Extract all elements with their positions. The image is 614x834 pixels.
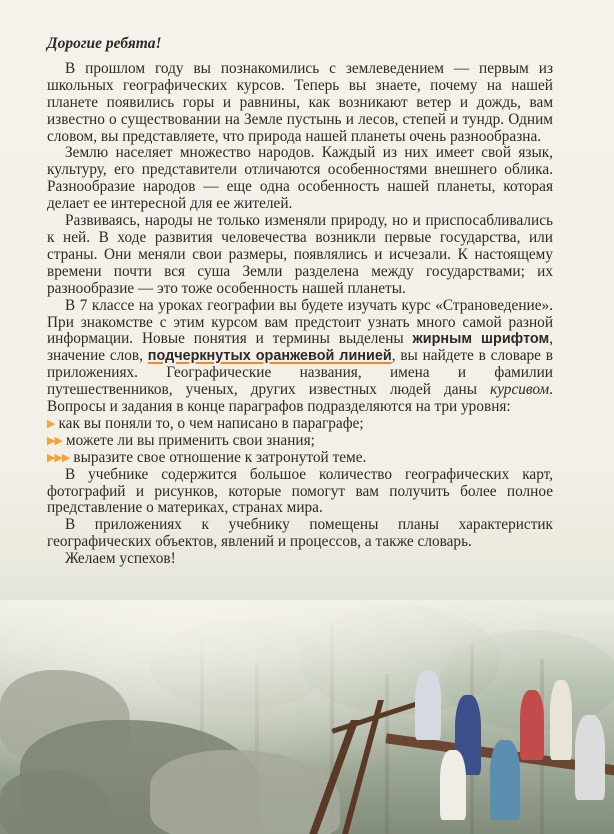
paragraph-4-part-d: . Вопросы и задания в конце параграфов подразделяются на три уровня:	[47, 381, 553, 416]
intro-text	[47, 36, 553, 568]
bold-term: жирным шрифтом	[412, 331, 550, 348]
paragraph-3: Развиваясь, народы не только изменяли природу, но и приспосабливались к ней. В ходе развития человечества возникли первые государства, или страны. Они меняли свои размеры, появлялись и исчезали. К настоящему времени почти вся суша Земли разделена между государствами; их разнообразие — это тоже особенность нашей планеты.	[47, 212, 553, 297]
paragraph-2: Землю населяет множество народов. Каждый из них имеет свой язык, культуру, его представители отличаются особенностями внешнего облика. Разнообразие народов — еще одна особенность нашей планеты, которая делает ее интересной для ее жителей.	[47, 144, 553, 213]
closing-wish: Желаем успехов!	[65, 550, 176, 568]
paragraph-4-part-a: В 7 классе на уроках географии вы будете изучать курс «Страноведение». При знакомстве с этим курсом вам предстоит узнать много самой разной информации. Новые понятия и термины выделены	[47, 296, 553, 348]
greeting-heading: Дорогие ребята!	[47, 35, 162, 52]
question-levels-list	[47, 416, 553, 467]
paragraph-4-part-c: , вы найдете в словаре в приложениях. Географические названия, имена и фамилии путешественников, ученых, других известных людей даны	[47, 347, 553, 399]
underlined-term: подчеркнутых оранжевой линией	[147, 348, 392, 365]
level-item	[47, 416, 553, 433]
paragraph-1: В прошлом году вы познакомились с землеведением — первым из школьных географических курсов. Теперь вы знаете, почему на нашей планете появились горы и равнины, как возникают ветер и дождь, вам известно о существовании на Земле пустынь и лесов, степей и тундр. Одним словом, вы представляете, что природа нашей планеты очень разнообразна.	[47, 59, 553, 145]
triangle-arrow-icon: ▶▶▶	[47, 451, 70, 464]
triangle-arrow-icon: ▶▶	[47, 434, 62, 447]
paragraph-6: В приложениях к учебнику помещены планы характеристик географических объектов, явлений и процессов, а также словарь.	[47, 516, 553, 551]
level-item	[47, 450, 553, 467]
level-text: выразите свое отношение к затронутой теме.	[73, 448, 367, 466]
triangle-arrow-icon: ▶	[47, 417, 55, 430]
paragraph-5: В учебнике содержится большое количество географических карт, фотографий и рисунков, которые помогут вам получить более полное представление о материках, странах мира.	[47, 465, 553, 517]
paragraph-4	[47, 298, 553, 416]
level-text: можете ли вы применить свои знания;	[65, 431, 315, 449]
italic-term: курсивом	[490, 381, 550, 399]
forest-trail-photo	[0, 600, 614, 834]
level-item	[47, 433, 553, 450]
paragraph-4-part-b: , значение слов,	[47, 330, 554, 365]
level-text: как вы поняли то, о чем написано в параграфе;	[58, 414, 364, 432]
